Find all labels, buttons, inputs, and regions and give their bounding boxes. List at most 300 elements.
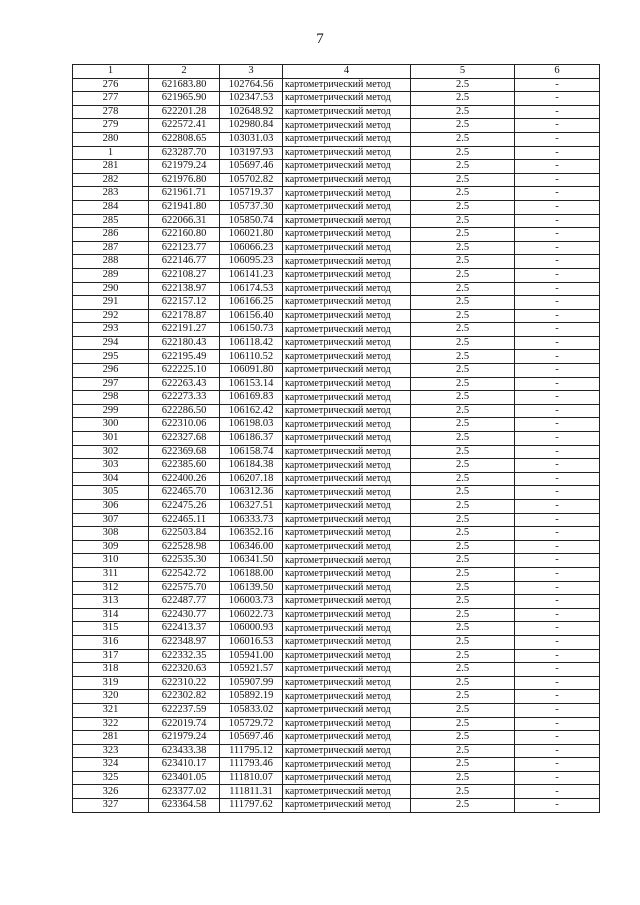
table-row [73,663,600,677]
accuracy-cell: 2.5 [411,608,515,622]
point-number-cell: 294 [73,336,149,350]
accuracy-cell: 2.5 [411,676,515,690]
note-cell: - [515,595,600,609]
point-number-cell: 311 [73,567,149,581]
column-header: 2 [149,65,220,79]
table-row [73,255,600,269]
point-number-cell: 313 [73,595,149,609]
table-row [73,391,600,405]
method-cell: картометрический метод [283,391,411,405]
column-header: 6 [515,65,600,79]
method-cell: картометрический метод [283,377,411,391]
y-coordinate-cell: 106162.42 [220,404,283,418]
x-coordinate-cell: 622237.59 [149,703,220,717]
note-cell: - [515,486,600,500]
y-coordinate-cell: 105737.30 [220,200,283,214]
point-number-cell: 315 [73,622,149,636]
point-number-cell: 300 [73,418,149,432]
table-row [73,241,600,255]
note-cell: - [515,472,600,486]
table-row [73,758,600,772]
note-cell: - [515,187,600,201]
method-cell: картометрический метод [283,350,411,364]
method-cell: картометрический метод [283,323,411,337]
coordinates-table [72,64,600,813]
method-cell: картометрический метод [283,758,411,772]
table-row [73,187,600,201]
method-cell: картометрический метод [283,92,411,106]
x-coordinate-cell: 622808.65 [149,132,220,146]
y-coordinate-cell: 106000.93 [220,622,283,636]
point-number-cell: 323 [73,744,149,758]
column-header: 3 [220,65,283,79]
y-coordinate-cell: 105907.99 [220,676,283,690]
method-cell: картометрический метод [283,731,411,745]
point-number-cell: 299 [73,404,149,418]
x-coordinate-cell: 622263.43 [149,377,220,391]
note-cell: - [515,200,600,214]
table-row [73,527,600,541]
x-coordinate-cell: 623364.58 [149,799,220,813]
accuracy-cell: 2.5 [411,771,515,785]
method-cell: картометрический метод [283,500,411,514]
method-cell: картометрический метод [283,676,411,690]
note-cell: - [515,622,600,636]
x-coordinate-cell: 622503.84 [149,527,220,541]
accuracy-cell: 2.5 [411,105,515,119]
y-coordinate-cell: 105833.02 [220,703,283,717]
x-coordinate-cell: 621979.24 [149,160,220,174]
x-coordinate-cell: 622201.28 [149,105,220,119]
note-cell: - [515,78,600,92]
note-cell: - [515,690,600,704]
y-coordinate-cell: 103031.03 [220,132,283,146]
note-cell: - [515,404,600,418]
note-cell: - [515,105,600,119]
accuracy-cell: 2.5 [411,364,515,378]
method-cell: картометрический метод [283,744,411,758]
table-row [73,350,600,364]
accuracy-cell: 2.5 [411,459,515,473]
note-cell: - [515,228,600,242]
note-cell: - [515,432,600,446]
x-coordinate-cell: 622123.77 [149,241,220,255]
accuracy-cell: 2.5 [411,703,515,717]
note-cell: - [515,649,600,663]
method-cell: картометрический метод [283,703,411,717]
note-cell: - [515,309,600,323]
table-row [73,690,600,704]
note-cell: - [515,567,600,581]
note-cell: - [515,119,600,133]
method-cell: картометрический метод [283,472,411,486]
table-row [73,703,600,717]
note-cell: - [515,731,600,745]
point-number-cell: 310 [73,554,149,568]
x-coordinate-cell: 622400.26 [149,472,220,486]
x-coordinate-cell: 622465.70 [149,486,220,500]
point-number-cell: 1 [73,146,149,160]
point-number-cell: 295 [73,350,149,364]
method-cell: картометрический метод [283,540,411,554]
y-coordinate-cell: 106022.73 [220,608,283,622]
method-cell: картометрический метод [283,105,411,119]
table-row [73,785,600,799]
x-coordinate-cell: 622225.10 [149,364,220,378]
point-number-cell: 324 [73,758,149,772]
column-header: 1 [73,65,149,79]
point-number-cell: 312 [73,581,149,595]
accuracy-cell: 2.5 [411,404,515,418]
accuracy-cell: 2.5 [411,690,515,704]
point-number-cell: 298 [73,391,149,405]
table-row [73,486,600,500]
accuracy-cell: 2.5 [411,296,515,310]
y-coordinate-cell: 106066.23 [220,241,283,255]
x-coordinate-cell: 622146.77 [149,255,220,269]
y-coordinate-cell: 106003.73 [220,595,283,609]
x-coordinate-cell: 622487.77 [149,595,220,609]
x-coordinate-cell: 622385.60 [149,459,220,473]
method-cell: картометрический метод [283,309,411,323]
method-cell: картометрический метод [283,663,411,677]
accuracy-cell: 2.5 [411,78,515,92]
y-coordinate-cell: 102648.92 [220,105,283,119]
accuracy-cell: 2.5 [411,214,515,228]
accuracy-cell: 2.5 [411,391,515,405]
table-row [73,717,600,731]
point-number-cell: 307 [73,513,149,527]
method-cell: картометрический метод [283,608,411,622]
x-coordinate-cell: 622191.27 [149,323,220,337]
y-coordinate-cell: 106021.80 [220,228,283,242]
point-number-cell: 327 [73,799,149,813]
point-number-cell: 322 [73,717,149,731]
point-number-cell: 289 [73,268,149,282]
note-cell: - [515,608,600,622]
note-cell: - [515,758,600,772]
point-number-cell: 305 [73,486,149,500]
table-body [73,78,600,812]
x-coordinate-cell: 622430.77 [149,608,220,622]
method-cell: картометрический метод [283,418,411,432]
y-coordinate-cell: 103197.93 [220,146,283,160]
method-cell: картометрический метод [283,513,411,527]
table-row [73,744,600,758]
point-number-cell: 303 [73,459,149,473]
accuracy-cell: 2.5 [411,731,515,745]
accuracy-cell: 2.5 [411,350,515,364]
note-cell: - [515,554,600,568]
point-number-cell: 297 [73,377,149,391]
y-coordinate-cell: 106341.50 [220,554,283,568]
accuracy-cell: 2.5 [411,635,515,649]
y-coordinate-cell: 106141.23 [220,268,283,282]
table-row [73,404,600,418]
method-cell: картометрический метод [283,567,411,581]
point-number-cell: 318 [73,663,149,677]
table-row [73,554,600,568]
table-row [73,105,600,119]
table-row [73,214,600,228]
table-row [73,92,600,106]
note-cell: - [515,350,600,364]
y-coordinate-cell: 106091.80 [220,364,283,378]
note-cell: - [515,540,600,554]
note-cell: - [515,635,600,649]
y-coordinate-cell: 106327.51 [220,500,283,514]
note-cell: - [515,744,600,758]
x-coordinate-cell: 622575.70 [149,581,220,595]
method-cell: картометрический метод [283,771,411,785]
table-row [73,146,600,160]
y-coordinate-cell: 106174.53 [220,282,283,296]
point-number-cell: 283 [73,187,149,201]
accuracy-cell: 2.5 [411,268,515,282]
accuracy-cell: 2.5 [411,567,515,581]
accuracy-cell: 2.5 [411,92,515,106]
accuracy-cell: 2.5 [411,282,515,296]
accuracy-cell: 2.5 [411,255,515,269]
y-coordinate-cell: 105729.72 [220,717,283,731]
y-coordinate-cell: 102764.56 [220,78,283,92]
accuracy-cell: 2.5 [411,187,515,201]
x-coordinate-cell: 623377.02 [149,785,220,799]
point-number-cell: 317 [73,649,149,663]
method-cell: картометрический метод [283,119,411,133]
x-coordinate-cell: 622475.26 [149,500,220,514]
method-cell: картометрический метод [283,649,411,663]
y-coordinate-cell: 105921.57 [220,663,283,677]
accuracy-cell: 2.5 [411,500,515,514]
accuracy-cell: 2.5 [411,758,515,772]
x-coordinate-cell: 622178.87 [149,309,220,323]
x-coordinate-cell: 622535.30 [149,554,220,568]
method-cell: картометрический метод [283,268,411,282]
table-row [73,513,600,527]
accuracy-cell: 2.5 [411,146,515,160]
accuracy-cell: 2.5 [411,799,515,813]
y-coordinate-cell: 106188.00 [220,567,283,581]
x-coordinate-cell: 622138.97 [149,282,220,296]
point-number-cell: 292 [73,309,149,323]
method-cell: картометрический метод [283,173,411,187]
y-coordinate-cell: 106118.42 [220,336,283,350]
table-header-row [73,65,600,79]
table-row [73,377,600,391]
accuracy-cell: 2.5 [411,622,515,636]
x-coordinate-cell: 622332.35 [149,649,220,663]
y-coordinate-cell: 106333.73 [220,513,283,527]
note-cell: - [515,296,600,310]
accuracy-cell: 2.5 [411,119,515,133]
accuracy-cell: 2.5 [411,445,515,459]
accuracy-cell: 2.5 [411,513,515,527]
y-coordinate-cell: 106095.23 [220,255,283,269]
y-coordinate-cell: 102980.84 [220,119,283,133]
note-cell: - [515,703,600,717]
point-number-cell: 309 [73,540,149,554]
y-coordinate-cell: 111797.62 [220,799,283,813]
x-coordinate-cell: 622195.49 [149,350,220,364]
note-cell: - [515,268,600,282]
note-cell: - [515,785,600,799]
note-cell: - [515,500,600,514]
accuracy-cell: 2.5 [411,785,515,799]
y-coordinate-cell: 106186.37 [220,432,283,446]
accuracy-cell: 2.5 [411,540,515,554]
method-cell: картометрический метод [283,690,411,704]
table-row [73,649,600,663]
accuracy-cell: 2.5 [411,241,515,255]
method-cell: картометрический метод [283,404,411,418]
x-coordinate-cell: 622465.11 [149,513,220,527]
point-number-cell: 291 [73,296,149,310]
y-coordinate-cell: 106198.03 [220,418,283,432]
table-row [73,160,600,174]
table-row [73,282,600,296]
method-cell: картометрический метод [283,241,411,255]
x-coordinate-cell: 622180.43 [149,336,220,350]
table-row [73,676,600,690]
accuracy-cell: 2.5 [411,132,515,146]
table-row [73,268,600,282]
x-coordinate-cell: 621979.24 [149,731,220,745]
y-coordinate-cell: 106166.25 [220,296,283,310]
method-cell: картометрический метод [283,799,411,813]
x-coordinate-cell: 623287.70 [149,146,220,160]
x-coordinate-cell: 622066.31 [149,214,220,228]
y-coordinate-cell: 106158.74 [220,445,283,459]
point-number-cell: 316 [73,635,149,649]
x-coordinate-cell: 622273.33 [149,391,220,405]
point-number-cell: 314 [73,608,149,622]
method-cell: картометрический метод [283,717,411,731]
accuracy-cell: 2.5 [411,649,515,663]
accuracy-cell: 2.5 [411,486,515,500]
x-coordinate-cell: 623401.05 [149,771,220,785]
point-number-cell: 281 [73,160,149,174]
note-cell: - [515,336,600,350]
note-cell: - [515,132,600,146]
y-coordinate-cell: 106312.36 [220,486,283,500]
table-row [73,364,600,378]
x-coordinate-cell: 622108.27 [149,268,220,282]
y-coordinate-cell: 105941.00 [220,649,283,663]
point-number-cell: 282 [73,173,149,187]
note-cell: - [515,173,600,187]
table-row [73,567,600,581]
point-number-cell: 277 [73,92,149,106]
method-cell: картометрический метод [283,146,411,160]
x-coordinate-cell: 622286.50 [149,404,220,418]
accuracy-cell: 2.5 [411,595,515,609]
y-coordinate-cell: 106150.73 [220,323,283,337]
accuracy-cell: 2.5 [411,309,515,323]
accuracy-cell: 2.5 [411,173,515,187]
table-row [73,622,600,636]
note-cell: - [515,377,600,391]
point-number-cell: 293 [73,323,149,337]
x-coordinate-cell: 622572.41 [149,119,220,133]
y-coordinate-cell: 106016.53 [220,635,283,649]
table-row [73,432,600,446]
method-cell: картометрический метод [283,364,411,378]
point-number-cell: 281 [73,731,149,745]
y-coordinate-cell: 105892.19 [220,690,283,704]
x-coordinate-cell: 621965.90 [149,92,220,106]
y-coordinate-cell: 105850.74 [220,214,283,228]
table-row [73,799,600,813]
x-coordinate-cell: 622542.72 [149,567,220,581]
table-row [73,309,600,323]
table-row [73,635,600,649]
point-number-cell: 321 [73,703,149,717]
x-coordinate-cell: 622160.80 [149,228,220,242]
table-row [73,608,600,622]
table-row [73,323,600,337]
note-cell: - [515,676,600,690]
accuracy-cell: 2.5 [411,336,515,350]
point-number-cell: 284 [73,200,149,214]
y-coordinate-cell: 106346.00 [220,540,283,554]
method-cell: картометрический метод [283,432,411,446]
accuracy-cell: 2.5 [411,160,515,174]
note-cell: - [515,92,600,106]
point-number-cell: 320 [73,690,149,704]
table-row [73,228,600,242]
table-row [73,132,600,146]
x-coordinate-cell: 623433.38 [149,744,220,758]
method-cell: картометрический метод [283,296,411,310]
y-coordinate-cell: 106110.52 [220,350,283,364]
y-coordinate-cell: 105697.46 [220,731,283,745]
point-number-cell: 280 [73,132,149,146]
note-cell: - [515,513,600,527]
method-cell: картометрический метод [283,622,411,636]
table-row [73,595,600,609]
method-cell: картометрический метод [283,554,411,568]
x-coordinate-cell: 622528.98 [149,540,220,554]
y-coordinate-cell: 111795.12 [220,744,283,758]
note-cell: - [515,799,600,813]
accuracy-cell: 2.5 [411,432,515,446]
y-coordinate-cell: 106153.14 [220,377,283,391]
x-coordinate-cell: 622019.74 [149,717,220,731]
point-number-cell: 302 [73,445,149,459]
point-number-cell: 279 [73,119,149,133]
table-row [73,173,600,187]
y-coordinate-cell: 106352.16 [220,527,283,541]
note-cell: - [515,663,600,677]
y-coordinate-cell: 106169.83 [220,391,283,405]
point-number-cell: 306 [73,500,149,514]
y-coordinate-cell: 111811.31 [220,785,283,799]
note-cell: - [515,717,600,731]
note-cell: - [515,214,600,228]
table-row [73,459,600,473]
method-cell: картометрический метод [283,228,411,242]
accuracy-cell: 2.5 [411,323,515,337]
accuracy-cell: 2.5 [411,581,515,595]
x-coordinate-cell: 622310.22 [149,676,220,690]
point-number-cell: 286 [73,228,149,242]
y-coordinate-cell: 106184.38 [220,459,283,473]
x-coordinate-cell: 623410.17 [149,758,220,772]
point-number-cell: 288 [73,255,149,269]
note-cell: - [515,364,600,378]
note-cell: - [515,527,600,541]
